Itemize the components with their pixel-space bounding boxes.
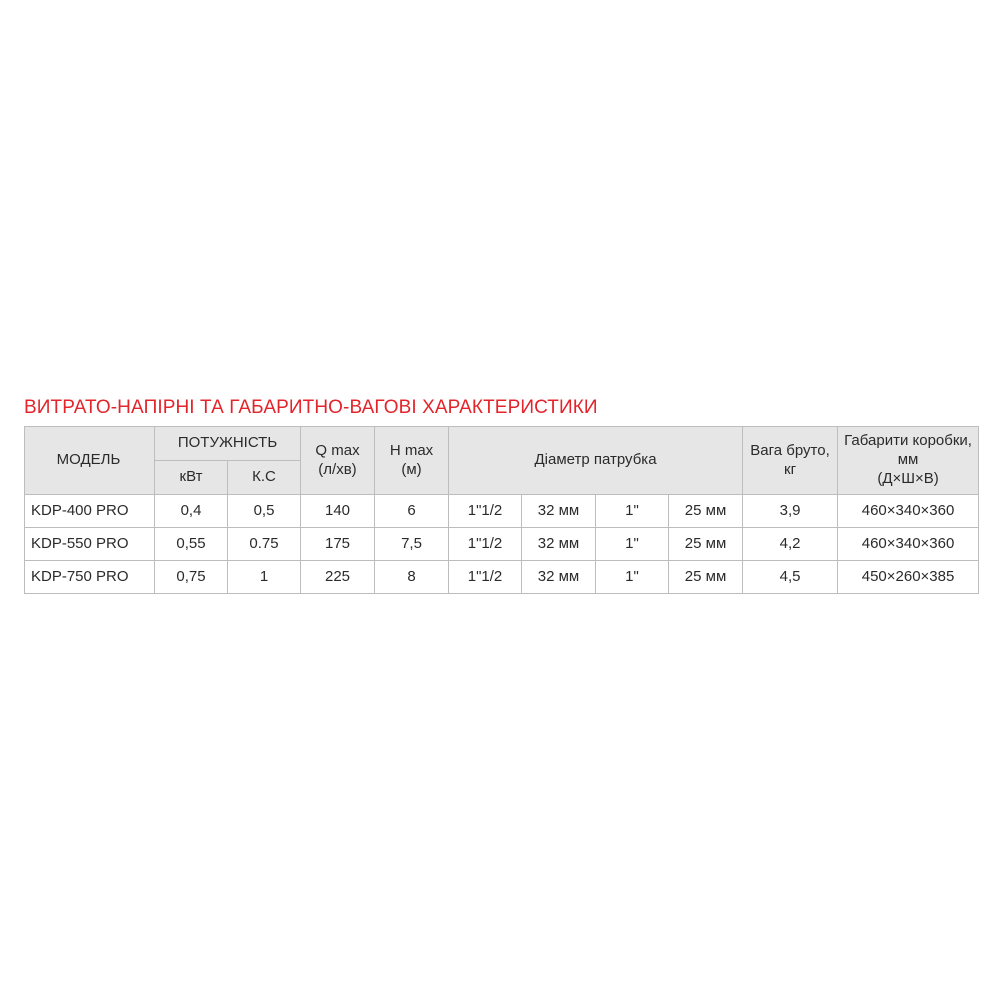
- cell-outlet-inch: 1": [596, 495, 669, 528]
- header-dims-unit: (Д×Ш×В): [877, 469, 939, 487]
- cell-dims: 460×340×360: [838, 495, 979, 528]
- specs-table: [24, 426, 979, 594]
- header-row: [25, 427, 979, 461]
- cell-hmax: 6: [375, 495, 449, 528]
- header-dims: [838, 427, 979, 495]
- cell-hp: 1: [228, 561, 301, 594]
- header-qmax: [301, 427, 375, 495]
- cell-model: KDP-400 PRO: [25, 495, 155, 528]
- header-diameter: Діаметр патрубка: [449, 427, 743, 495]
- header-hmax-unit: (м): [401, 460, 422, 478]
- header-dims-label: Габарити коробки, мм: [844, 432, 972, 469]
- cell-inlet-inch: 1"1/2: [449, 528, 522, 561]
- table-row: [25, 528, 979, 561]
- cell-inlet-mm: 32 мм: [522, 495, 596, 528]
- cell-inlet-mm: 32 мм: [522, 561, 596, 594]
- cell-outlet-mm: 25 мм: [669, 561, 743, 594]
- table-row: [25, 561, 979, 594]
- cell-weight: 4,5: [743, 561, 838, 594]
- cell-hp: 0,5: [228, 495, 301, 528]
- cell-inlet-mm: 32 мм: [522, 528, 596, 561]
- cell-outlet-inch: 1": [596, 528, 669, 561]
- header-hmax-label: H max: [389, 441, 434, 459]
- cell-outlet-mm: 25 мм: [669, 495, 743, 528]
- cell-kw: 0,75: [155, 561, 228, 594]
- header-model: МОДЕЛЬ: [25, 427, 155, 495]
- cell-outlet-inch: 1": [596, 561, 669, 594]
- header-weight-label: Вага бруто,: [750, 441, 830, 459]
- header-hmax: [375, 427, 449, 495]
- table-body: [25, 495, 979, 594]
- cell-weight: 3,9: [743, 495, 838, 528]
- cell-qmax: 225: [301, 561, 375, 594]
- header-weight: [743, 427, 838, 495]
- cell-weight: 4,2: [743, 528, 838, 561]
- cell-model: KDP-750 PRO: [25, 561, 155, 594]
- cell-inlet-inch: 1"1/2: [449, 495, 522, 528]
- header-power-hp: К.С: [228, 461, 301, 495]
- cell-dims: 450×260×385: [838, 561, 979, 594]
- header-power-kw: кВт: [155, 461, 228, 495]
- table-header: [25, 427, 979, 495]
- header-qmax-label: Q max: [315, 441, 360, 459]
- cell-outlet-mm: 25 мм: [669, 528, 743, 561]
- header-weight-unit: кг: [784, 460, 797, 478]
- header-qmax-unit: (л/хв): [318, 460, 357, 478]
- cell-kw: 0,4: [155, 495, 228, 528]
- cell-dims: 460×340×360: [838, 528, 979, 561]
- cell-kw: 0,55: [155, 528, 228, 561]
- header-power: ПОТУЖНІСТЬ: [155, 427, 301, 461]
- cell-qmax: 175: [301, 528, 375, 561]
- page-title: ВИТРАТО-НАПІРНІ ТА ГАБАРИТНО-ВАГОВІ ХАРАКТЕРИСТИКИ: [24, 397, 598, 418]
- cell-hmax: 8: [375, 561, 449, 594]
- cell-inlet-inch: 1"1/2: [449, 561, 522, 594]
- cell-hmax: 7,5: [375, 528, 449, 561]
- cell-hp: 0.75: [228, 528, 301, 561]
- cell-qmax: 140: [301, 495, 375, 528]
- table-row: [25, 495, 979, 528]
- cell-model: KDP-550 PRO: [25, 528, 155, 561]
